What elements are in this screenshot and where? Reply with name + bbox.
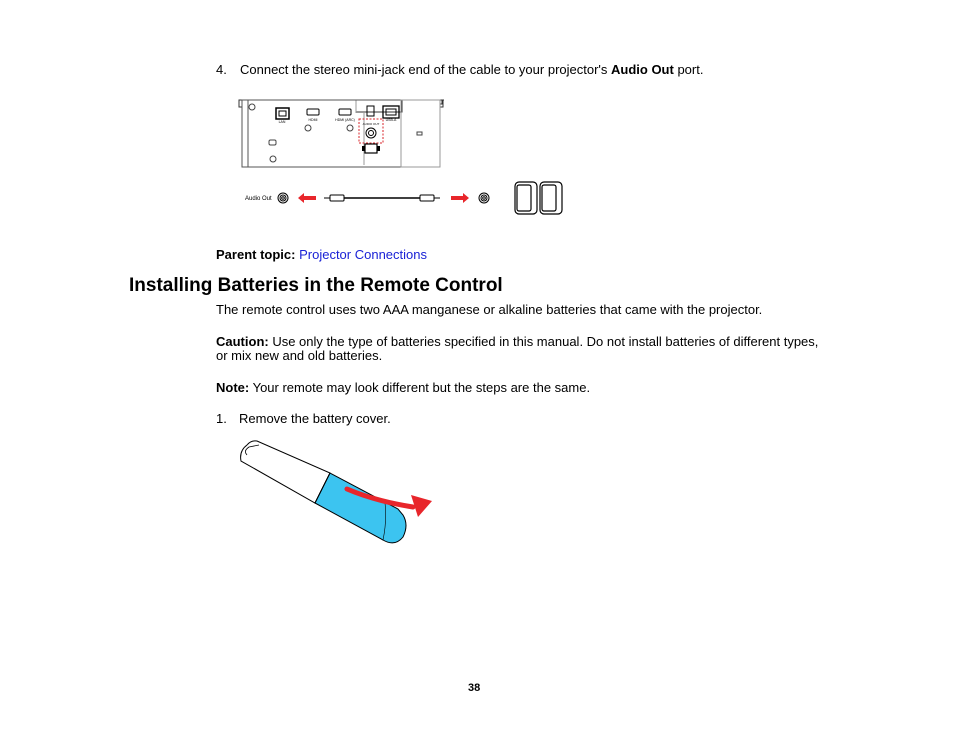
usb-label: USB-A	[385, 118, 397, 122]
step-text	[240, 62, 703, 77]
caution-label: Caution:	[216, 334, 269, 349]
note-label: Note:	[216, 380, 250, 395]
step-number: 1.	[216, 411, 227, 426]
audio-out-small-label: AUDIO OUT	[362, 122, 380, 126]
parent-topic-label: Parent topic:	[216, 247, 296, 262]
battery-cover	[315, 473, 406, 543]
arrow-left-icon	[298, 193, 316, 203]
parent-topic-link[interactable]: Projector Connections	[299, 247, 427, 262]
caution-line-1	[216, 334, 818, 349]
arrow-right-icon	[451, 193, 469, 203]
section-title: Installing Batteries in the Remote Control	[129, 275, 503, 296]
projector-panel	[242, 100, 444, 167]
remote-body	[241, 441, 330, 503]
audio-out-bold: Audio Out	[611, 62, 674, 77]
step-number: 4.	[216, 62, 227, 77]
hdmi-arc-port	[339, 109, 351, 115]
step-text-part: Connect the stereo mini-jack end of the cable to your projector's	[240, 62, 612, 77]
lan-label: LAN	[278, 120, 286, 124]
lan-port	[276, 108, 289, 119]
caution-line-2: or mix new and old batteries.	[216, 348, 383, 363]
remote-control-illustration	[235, 437, 435, 557]
caution-text: Use only the type of batteries specified in this manual. Do not install batteries of different types,	[268, 334, 819, 349]
stereo-cable	[324, 195, 440, 201]
step-text-part: port.	[673, 62, 704, 77]
audio-out-caption: Audio Out	[245, 196, 272, 202]
hdmi-label: HDMI	[308, 118, 318, 122]
speakers-icon	[515, 182, 562, 214]
hdmi-arc-label: HDMI (ARC)	[335, 118, 355, 122]
step-text: Remove the battery cover.	[239, 411, 391, 426]
intro-text: The remote control uses two AAA manganese or alkaline batteries that came with the projector.	[216, 302, 763, 317]
parent-topic	[216, 247, 427, 262]
projector-connection-illustration	[238, 97, 568, 222]
note-text: Your remote may look different but the steps are the same.	[249, 380, 591, 395]
audio-out-jack	[366, 128, 376, 138]
hdmi-port	[307, 109, 319, 115]
note	[216, 380, 590, 395]
page-number: 38	[468, 682, 481, 694]
